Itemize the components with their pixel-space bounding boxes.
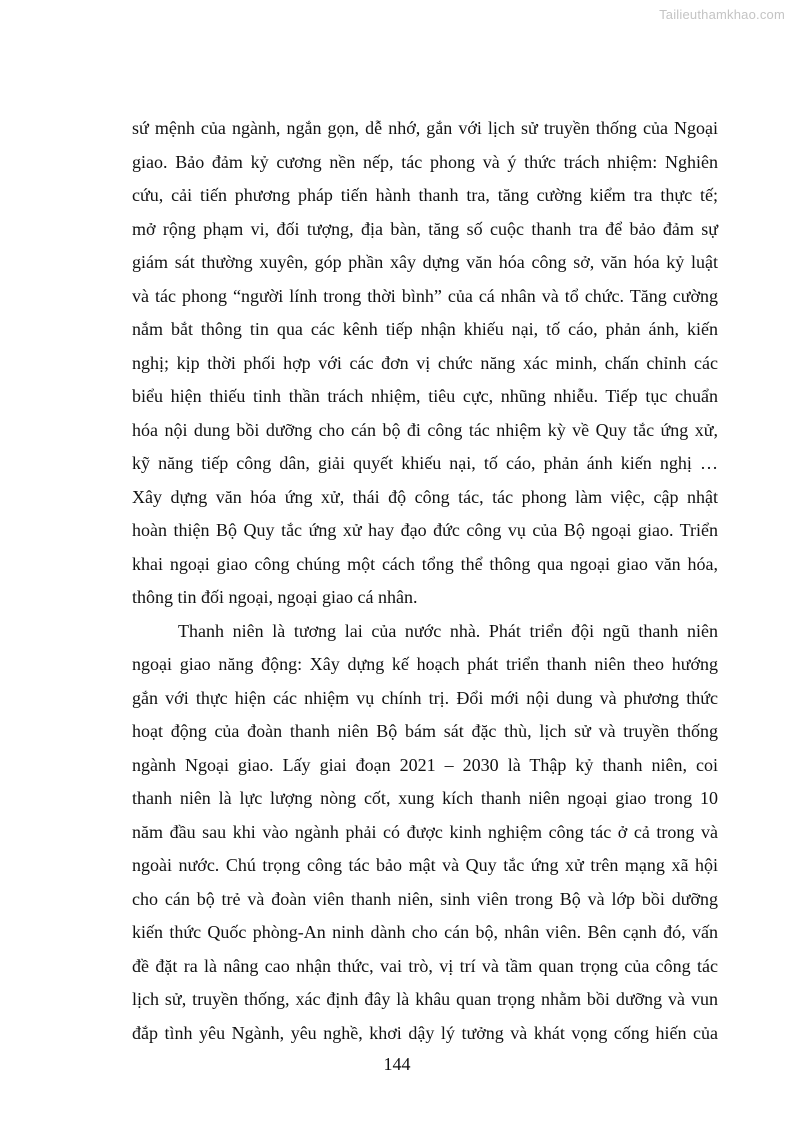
paragraph — [132, 112, 718, 615]
text-line: Xây dựng văn hóa ứng xử, thái độ công tác, tác phong làm việc, cập nhật — [132, 486, 718, 507]
text-line: lịch sử, truyền thống, xác định đây là khâu quan trọng nhằm bồi dưỡng và vun — [132, 989, 718, 1009]
text-line: ngoại giao năng động: Xây dựng kế hoạch phát triển thanh niên theo hướng — [132, 654, 718, 674]
text-line: sứ mệnh của ngành, ngắn gọn, dễ nhớ, gắn với lịch sử truyền thống của Ngoại — [132, 118, 718, 138]
text-line: hoạt động của đoàn thanh niên Bộ bám sát đặc thù, lịch sử và truyền thống — [132, 721, 718, 741]
text-line: giao. Bảo đảm kỷ cương nền nếp, tác phong và ý thức trách nhiệm: Nghiên — [132, 151, 718, 172]
text-line: thông tin đối ngoại, ngoại giao cá nhân. — [132, 587, 418, 607]
body-text — [132, 112, 718, 1050]
text-line: kỹ năng tiếp công dân, giải quyết khiếu nại, tố cáo, phản ánh kiến nghị … — [132, 453, 718, 473]
text-line: và tác phong “người lính trong thời bình” của cá nhân và tổ chức. Tăng cường — [132, 285, 718, 306]
text-line: Thanh niên là tương lai của nước nhà. Phát triển đội ngũ thanh niên — [178, 620, 718, 641]
paragraph — [132, 615, 718, 1051]
text-line: hóa nội dung bồi dưỡng cho cán bộ đi công tác nhiệm kỳ về Quy tắc ứng xử, — [132, 419, 718, 440]
text-line: biểu hiện thiếu tinh thần trách nhiệm, tiêu cực, nhũng nhiễu. Tiếp tục chuẩn — [132, 386, 718, 406]
text-line: hoàn thiện Bộ Quy tắc ứng xử hay đạo đức công vụ của Bộ ngoại giao. Triển — [132, 520, 718, 540]
text-line: gắn với thực hiện các nhiệm vụ chính trị. Đổi mới nội dung và phương thức — [132, 687, 718, 708]
watermark: Tailieuthamkhao.com — [659, 7, 785, 22]
text-line: khai ngoại giao công chúng một cách tổng thể thông qua ngoại giao văn hóa, — [132, 553, 718, 574]
text-line: ngành Ngoại giao. Lấy giai đoạn 2021 – 2030 là Thập kỷ thanh niên, coi — [132, 754, 718, 775]
text-line: cứu, cải tiến phương pháp tiến hành thanh tra, tăng cường kiểm tra thực tế; — [132, 185, 718, 205]
text-line: kiến thức Quốc phòng-An ninh dành cho cán bộ, nhân viên. Bên cạnh đó, vấn — [132, 922, 718, 942]
text-line: đề đặt ra là nâng cao nhận thức, vai trò, vị trí và tầm quan trọng của công tác — [132, 955, 718, 976]
text-line: nắm bắt thông tin qua các kênh tiếp nhận khiếu nại, tố cáo, phản ánh, kiến — [132, 319, 718, 339]
page-number: 144 — [383, 1054, 411, 1074]
text-line: ngoài nước. Chú trọng công tác bảo mật và Quy tắc ứng xử trên mạng xã hội — [132, 855, 718, 875]
text-line: mở rộng phạm vi, đối tượng, địa bàn, tăng số cuộc thanh tra để bảo đảm sự — [132, 218, 718, 239]
text-line: thanh niên là lực lượng nòng cốt, xung kích thanh niên ngoại giao trong 10 — [132, 788, 718, 808]
text-line: năm đầu sau khi vào ngành phải có được kinh nghiệm công tác ở cả trong và — [132, 821, 718, 842]
text-line: nghị; kịp thời phối hợp với các đơn vị chức năng xác minh, chấn chỉnh các — [132, 352, 718, 373]
text-line: đắp tình yêu Ngành, yêu nghề, khơi dậy lý tưởng và khát vọng cống hiến của — [132, 1022, 718, 1043]
text-line: giám sát thường xuyên, góp phần xây dựng văn hóa công sở, văn hóa kỷ luật — [132, 252, 718, 272]
text-line: cho cán bộ trẻ và đoàn viên thanh niên, sinh viên trong Bộ và lớp bồi dưỡng — [132, 888, 718, 909]
